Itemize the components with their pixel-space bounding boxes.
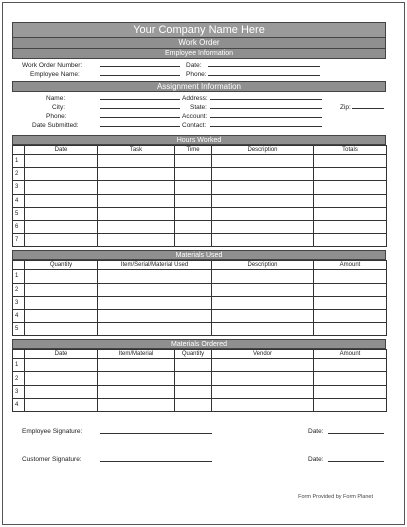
table-cell[interactable] [314,296,387,309]
contact-field[interactable] [210,120,322,127]
table-cell[interactable] [98,181,175,194]
date-field[interactable] [208,60,320,67]
zip-label: Zip: [340,104,351,111]
row-number: 2 [13,283,25,296]
table-cell[interactable] [212,385,314,398]
row-number: 3 [13,296,25,309]
address-label: Address: [182,95,208,102]
row-number: 6 [13,220,25,233]
table-cell[interactable] [98,194,175,207]
table-cell[interactable] [314,207,387,220]
table-row [13,181,387,194]
table-row [13,385,387,398]
materials-amount-header: Amount [314,261,387,270]
employee-date-label: Date: [308,428,324,435]
table-cell[interactable] [175,398,212,411]
materials-quantity-header: Quantity [25,261,98,270]
materials-ordered-header: Materials Ordered [12,339,386,349]
employee-info-section [12,59,386,81]
table-cell[interactable] [98,323,212,336]
table-cell[interactable] [98,155,175,168]
hours-time-header: Time [175,146,212,155]
customer-signature-label: Customer Signature: [22,456,82,463]
table-cell[interactable] [212,296,314,309]
table-cell[interactable] [314,372,387,385]
footer-credit: Form Provided by Form Planet [298,494,373,500]
table-cell[interactable] [25,283,98,296]
table-cell[interactable] [98,168,175,181]
table-row [13,372,387,385]
name-label: Name: [46,95,66,102]
employee-signature-field[interactable] [100,426,212,434]
employee-date-field[interactable] [328,426,384,434]
table-cell[interactable] [314,220,387,233]
table-cell[interactable] [314,323,387,336]
table-cell[interactable] [175,385,212,398]
table-cell[interactable] [98,207,175,220]
state-field[interactable] [210,102,322,109]
phone-label: Phone: [186,71,207,78]
row-number: 5 [13,323,25,336]
row-number: 3 [13,385,25,398]
table-cell[interactable] [314,385,387,398]
city-label: City: [52,104,65,111]
customer-date-field[interactable] [328,454,384,462]
table-cell[interactable] [25,323,98,336]
row-number: 4 [13,194,25,207]
table-cell[interactable] [212,359,314,372]
table-cell[interactable] [25,207,98,220]
table-cell[interactable] [175,194,212,207]
row-number: 2 [13,168,25,181]
table-cell[interactable] [98,398,175,411]
row-number: 5 [13,207,25,220]
work-order-number-label: Work Order Number: [22,62,83,69]
employee-info-header: Employee Information [12,49,386,59]
table-row [13,283,387,296]
ordered-item-header: Item/Material [98,350,175,359]
table-row [13,207,387,220]
table-cell[interactable] [175,207,212,220]
table-cell[interactable] [175,359,212,372]
table-cell[interactable] [175,234,212,247]
table-row [13,359,387,372]
table-cell[interactable] [212,234,314,247]
hours-task-header: Task [98,146,175,155]
table-cell[interactable] [25,168,98,181]
table-cell[interactable] [98,359,175,372]
table-cell[interactable] [25,234,98,247]
table-cell[interactable] [25,181,98,194]
table-cell[interactable] [212,283,314,296]
table-row [13,155,387,168]
table-cell[interactable] [98,220,175,233]
table-row [13,323,387,336]
table-cell[interactable] [25,194,98,207]
table-row [13,309,387,322]
table-cell[interactable] [212,372,314,385]
table-cell[interactable] [175,155,212,168]
customer-date-label: Date: [308,456,324,463]
ordered-amount-header: Amount [314,350,387,359]
assignment-info-header: Assignment Information [12,81,386,92]
employee-name-label: Employee Name: [30,71,80,78]
table-row [13,270,387,283]
table-cell[interactable] [25,309,98,322]
account-label: Account: [182,113,208,120]
materials-item-header: Item/Serial/Material Used [98,261,212,270]
table-cell[interactable] [98,270,212,283]
table-cell[interactable] [314,359,387,372]
table-cell[interactable] [25,385,98,398]
table-cell[interactable] [212,309,314,322]
employee-signature-label: Employee Signature: [22,428,83,435]
table-cell[interactable] [212,398,314,411]
row-number: 4 [13,398,25,411]
table-cell[interactable] [314,283,387,296]
table-row [13,220,387,233]
table-cell[interactable] [175,372,212,385]
hours-totals-header: Totals [314,146,387,155]
table-cell[interactable] [25,296,98,309]
work-order-header: Work Order [12,38,386,49]
work-order-form [12,22,386,482]
table-row [13,168,387,181]
table-cell[interactable] [314,309,387,322]
table-cell[interactable] [212,181,314,194]
hours-number-header [13,146,25,155]
table-cell[interactable] [314,168,387,181]
table-cell[interactable] [98,372,175,385]
table-row [13,234,387,247]
table-row [13,296,387,309]
materials-number-header [13,261,25,270]
employee-name-field[interactable] [100,69,180,76]
materials-ordered-table [12,349,387,412]
table-cell[interactable] [98,296,212,309]
table-cell[interactable] [98,385,175,398]
row-number: 2 [13,372,25,385]
table-cell[interactable] [314,194,387,207]
row-number: 7 [13,234,25,247]
assignment-info-section [12,92,386,135]
address-field[interactable] [210,93,322,100]
row-number: 3 [13,181,25,194]
table-cell[interactable] [175,181,212,194]
materials-used-table [12,260,387,336]
table-cell[interactable] [314,270,387,283]
assignment-phone-field[interactable] [100,111,180,118]
table-cell[interactable] [314,234,387,247]
phone-field[interactable] [208,69,320,76]
assignment-phone-label: Phone: [46,113,67,120]
name-field[interactable] [100,93,180,100]
table-cell[interactable] [25,220,98,233]
table-cell[interactable] [98,234,175,247]
table-cell[interactable] [212,168,314,181]
table-cell[interactable] [212,207,314,220]
materials-description-header: Description [212,261,314,270]
date-label: Date: [186,62,202,69]
table-cell[interactable] [175,168,212,181]
ordered-quantity-header: Quantity [175,350,212,359]
zip-field[interactable] [352,102,384,109]
table-cell[interactable] [314,398,387,411]
date-submitted-field[interactable] [100,120,180,127]
contact-label: Contact: [182,122,207,129]
table-cell[interactable] [98,309,212,322]
state-label: State: [190,104,207,111]
hours-worked-header: Hours Worked [12,135,386,145]
table-cell[interactable] [314,181,387,194]
row-number: 1 [13,155,25,168]
table-cell[interactable] [212,323,314,336]
ordered-vendor-header: Vendor [212,350,314,359]
customer-signature-field[interactable] [100,454,212,462]
ordered-date-header: Date [25,350,98,359]
table-cell[interactable] [314,155,387,168]
table-cell[interactable] [212,194,314,207]
table-cell[interactable] [175,220,212,233]
company-name-header: Your Company Name Here [12,22,386,38]
table-cell[interactable] [25,270,98,283]
date-submitted-label: Date Submitted: [32,122,79,129]
table-row [13,398,387,411]
hours-date-header: Date [25,146,98,155]
hours-worked-table [12,145,387,247]
hours-description-header: Description [212,146,314,155]
work-order-number-field[interactable] [100,60,180,67]
table-cell[interactable] [212,270,314,283]
row-number: 4 [13,309,25,322]
table-cell[interactable] [25,398,98,411]
table-cell[interactable] [212,220,314,233]
account-field[interactable] [210,111,322,118]
table-cell[interactable] [212,155,314,168]
ordered-number-header [13,350,25,359]
city-field[interactable] [100,102,180,109]
row-number: 1 [13,359,25,372]
table-cell[interactable] [25,372,98,385]
table-cell[interactable] [25,155,98,168]
table-row [13,194,387,207]
row-number: 1 [13,270,25,283]
table-cell[interactable] [98,283,212,296]
table-cell[interactable] [25,359,98,372]
materials-used-header: Materials Used [12,250,386,260]
signature-section [12,412,386,482]
